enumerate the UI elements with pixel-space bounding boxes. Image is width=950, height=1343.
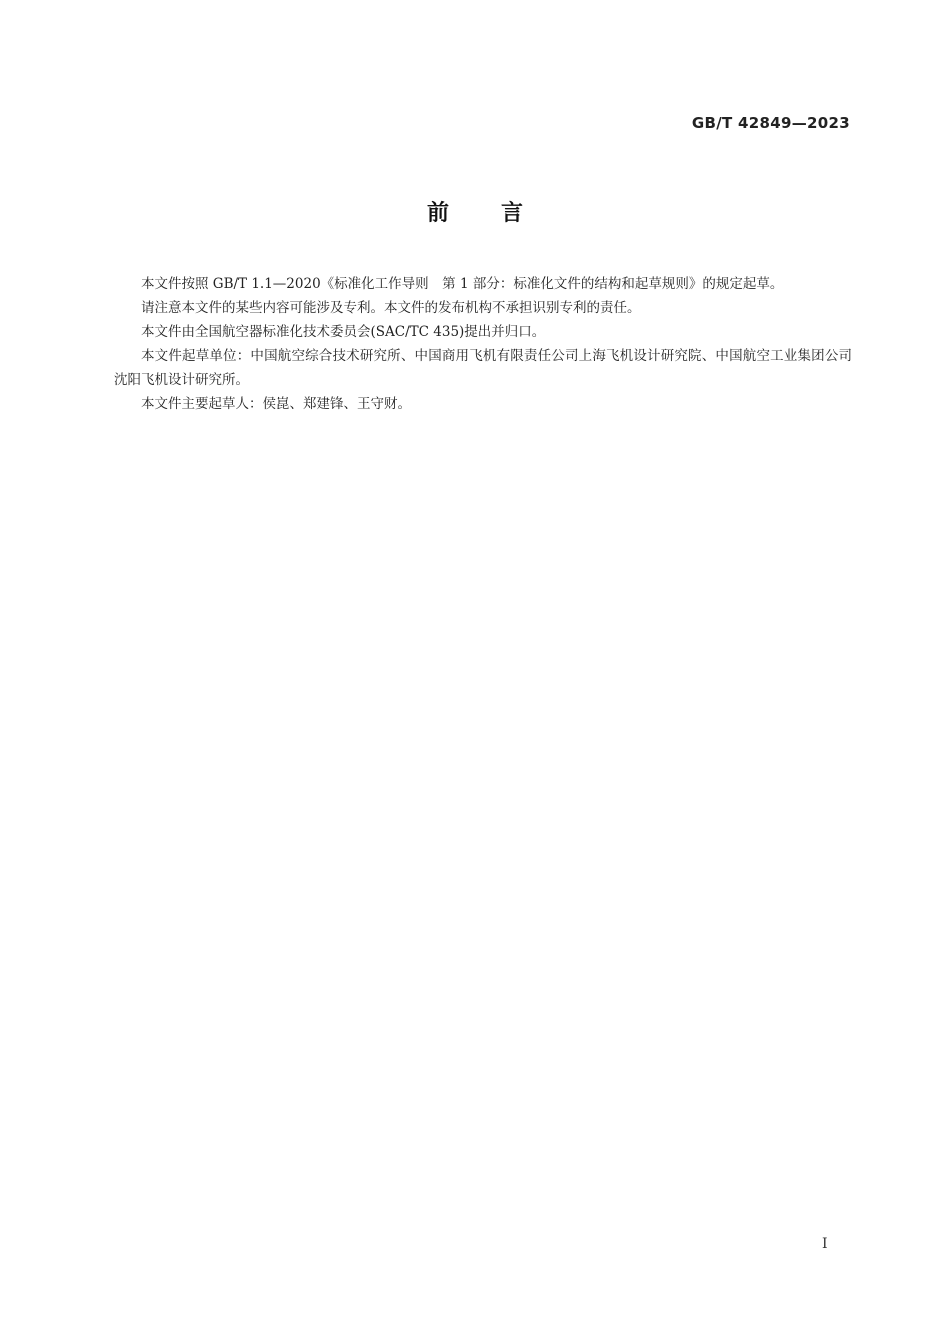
paragraph-drafting-rules: 本文件按照 GB/T 1.1—2020《标准化工作导则 第 1 部分：标准化文件的结构和起草规则》的规定起草。: [141, 276, 784, 292]
paragraph-drafting-units: 本文件起草单位：中国航空综合技术研究所、中国商用飞机有限责任公司上海飞机设计研究院、中国航空工业集团公司沈阳飞机设计研究所。: [114, 348, 852, 388]
paragraph-main-drafters: 本文件主要起草人：侯崑、郑建锋、王守财。: [141, 396, 411, 412]
paragraph-patent-notice: 请注意本文件的某些内容可能涉及专利。本文件的发布机构不承担识别专利的责任。: [141, 300, 641, 316]
section-title: 前言: [426, 201, 575, 226]
standard-number: GB/T 42849—2023: [691, 114, 850, 132]
paragraph-proposer: 本文件由全国航空器标准化技术委员会(SAC/TC 435)提出并归口。: [141, 324, 546, 340]
page-number: I: [822, 1236, 828, 1252]
foreword-body: [114, 272, 852, 416]
